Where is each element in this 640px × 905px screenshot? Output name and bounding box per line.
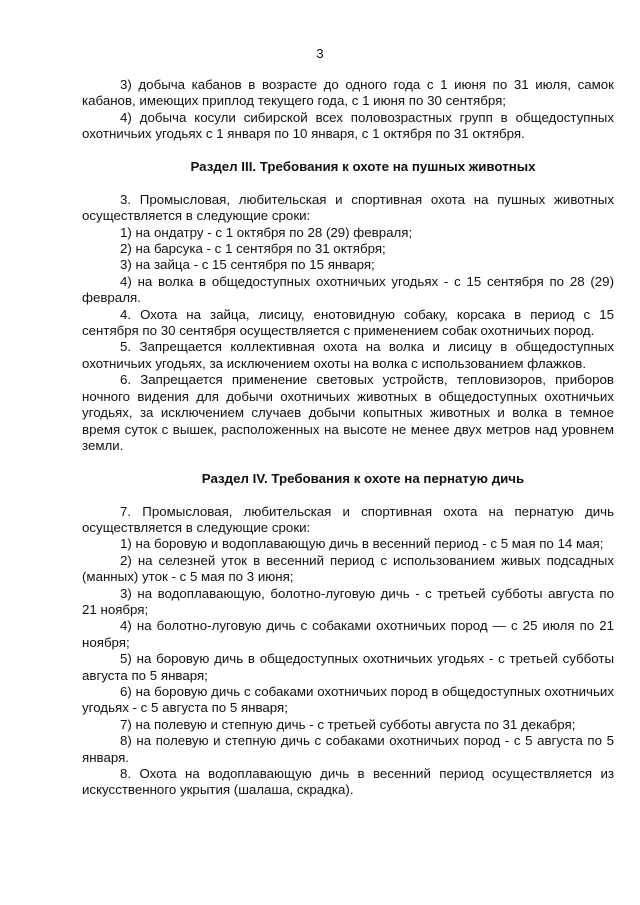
section-heading: Раздел III. Требования к охоте на пушных животных (190, 159, 536, 175)
list-item: 4) на волка в общедоступных охотничьих угодьях - с 15 сентября по 28 (29) февраля. (82, 273, 614, 306)
list-item: 1) на боровую и водоплавающую дичь в весенний период - с 5 мая по 14 мая; (120, 536, 604, 552)
page-content (82, 77, 614, 799)
page-number: 3 (316, 46, 324, 61)
list-item: 5) на боровую дичь в общедоступных охотничьих угодьях - с третьей субботы августа по 5 января; (82, 651, 614, 683)
paragraph: 3) добыча кабанов в возрасте до одного года с 1 июня по 31 июля, самок кабанов, имеющих приплод текущего года, с 1 июня по 30 сентября; (82, 77, 614, 109)
list-item: 2) на селезней уток в весенний период с использованием живых подсадных (манных) уток - с 5 мая по 3 июня; (82, 552, 614, 585)
list-item: 2) на барсука - с 1 сентября по 31 октября; (120, 241, 386, 257)
list-item: 6) на боровую дичь с собаками охотничьих пород в общедоступных охотничьих угодьях - с 5 августа по 5 января; (82, 683, 614, 716)
paragraph: 8. Охота на водоплавающую дичь в весенний период осуществляется из искусственного укрытия (шалаша, скрадка). (82, 766, 614, 798)
paragraph: 5. Запрещается коллективная охота на волка и лисицу в общедоступных охотничьих угодьях, за исключением охоты на волка с использованием флажков. (82, 339, 614, 371)
list-item: 3) на зайца - с 15 сентября по 15 января; (120, 257, 375, 273)
paragraph: 3. Промысловая, любительская и спортивная охота на пушных животных осуществляется в следующие сроки: (82, 191, 614, 224)
paragraph: 7. Промысловая, любительская и спортивная охота на пернатую дичь осуществляется в следующие сроки: (82, 503, 614, 535)
paragraph: 6. Запрещается применение световых устройств, тепловизоров, приборов ночного видения для добычи охотничьих животных в общедоступных охотничьих угодьях, за исключением случаев добычи копытных животных и волка в темное время суток с вышек, расположенных на высоте не менее двух метров над уровнем земли. (82, 372, 614, 453)
list-item: 4) на болотно-луговую дичь с собаками охотничьих пород — с 25 июля по 21 ноября; (82, 618, 614, 650)
section-heading: Раздел IV. Требования к охоте на пернатую дичь (201, 470, 525, 486)
list-item: 1) на ондатру - с 1 октября по 28 (29) февраля; (120, 224, 413, 240)
list-item: 7) на полевую и степную дичь - с третьей субботы августа по 31 декабря; (120, 716, 576, 732)
paragraph: 4) добыча косули сибирской всех половозрастных групп в общедоступных охотничьих угодьях с 1 января по 10 января, с 1 октября по 31 октября. (82, 109, 614, 142)
paragraph: 4. Охота на зайца, лисицу, енотовидную собаку, корсака в период с 15 сентября по 30 сентября осуществляется с применением собак охотничьих пород. (82, 306, 614, 339)
list-item: 3) на водоплавающую, болотно-луговую дичь - с третьей субботы августа по 21 ноября; (82, 585, 614, 617)
list-item: 8) на полевую и степную дичь с собаками охотничьих пород - с 5 августа по 5 января. (82, 733, 614, 765)
